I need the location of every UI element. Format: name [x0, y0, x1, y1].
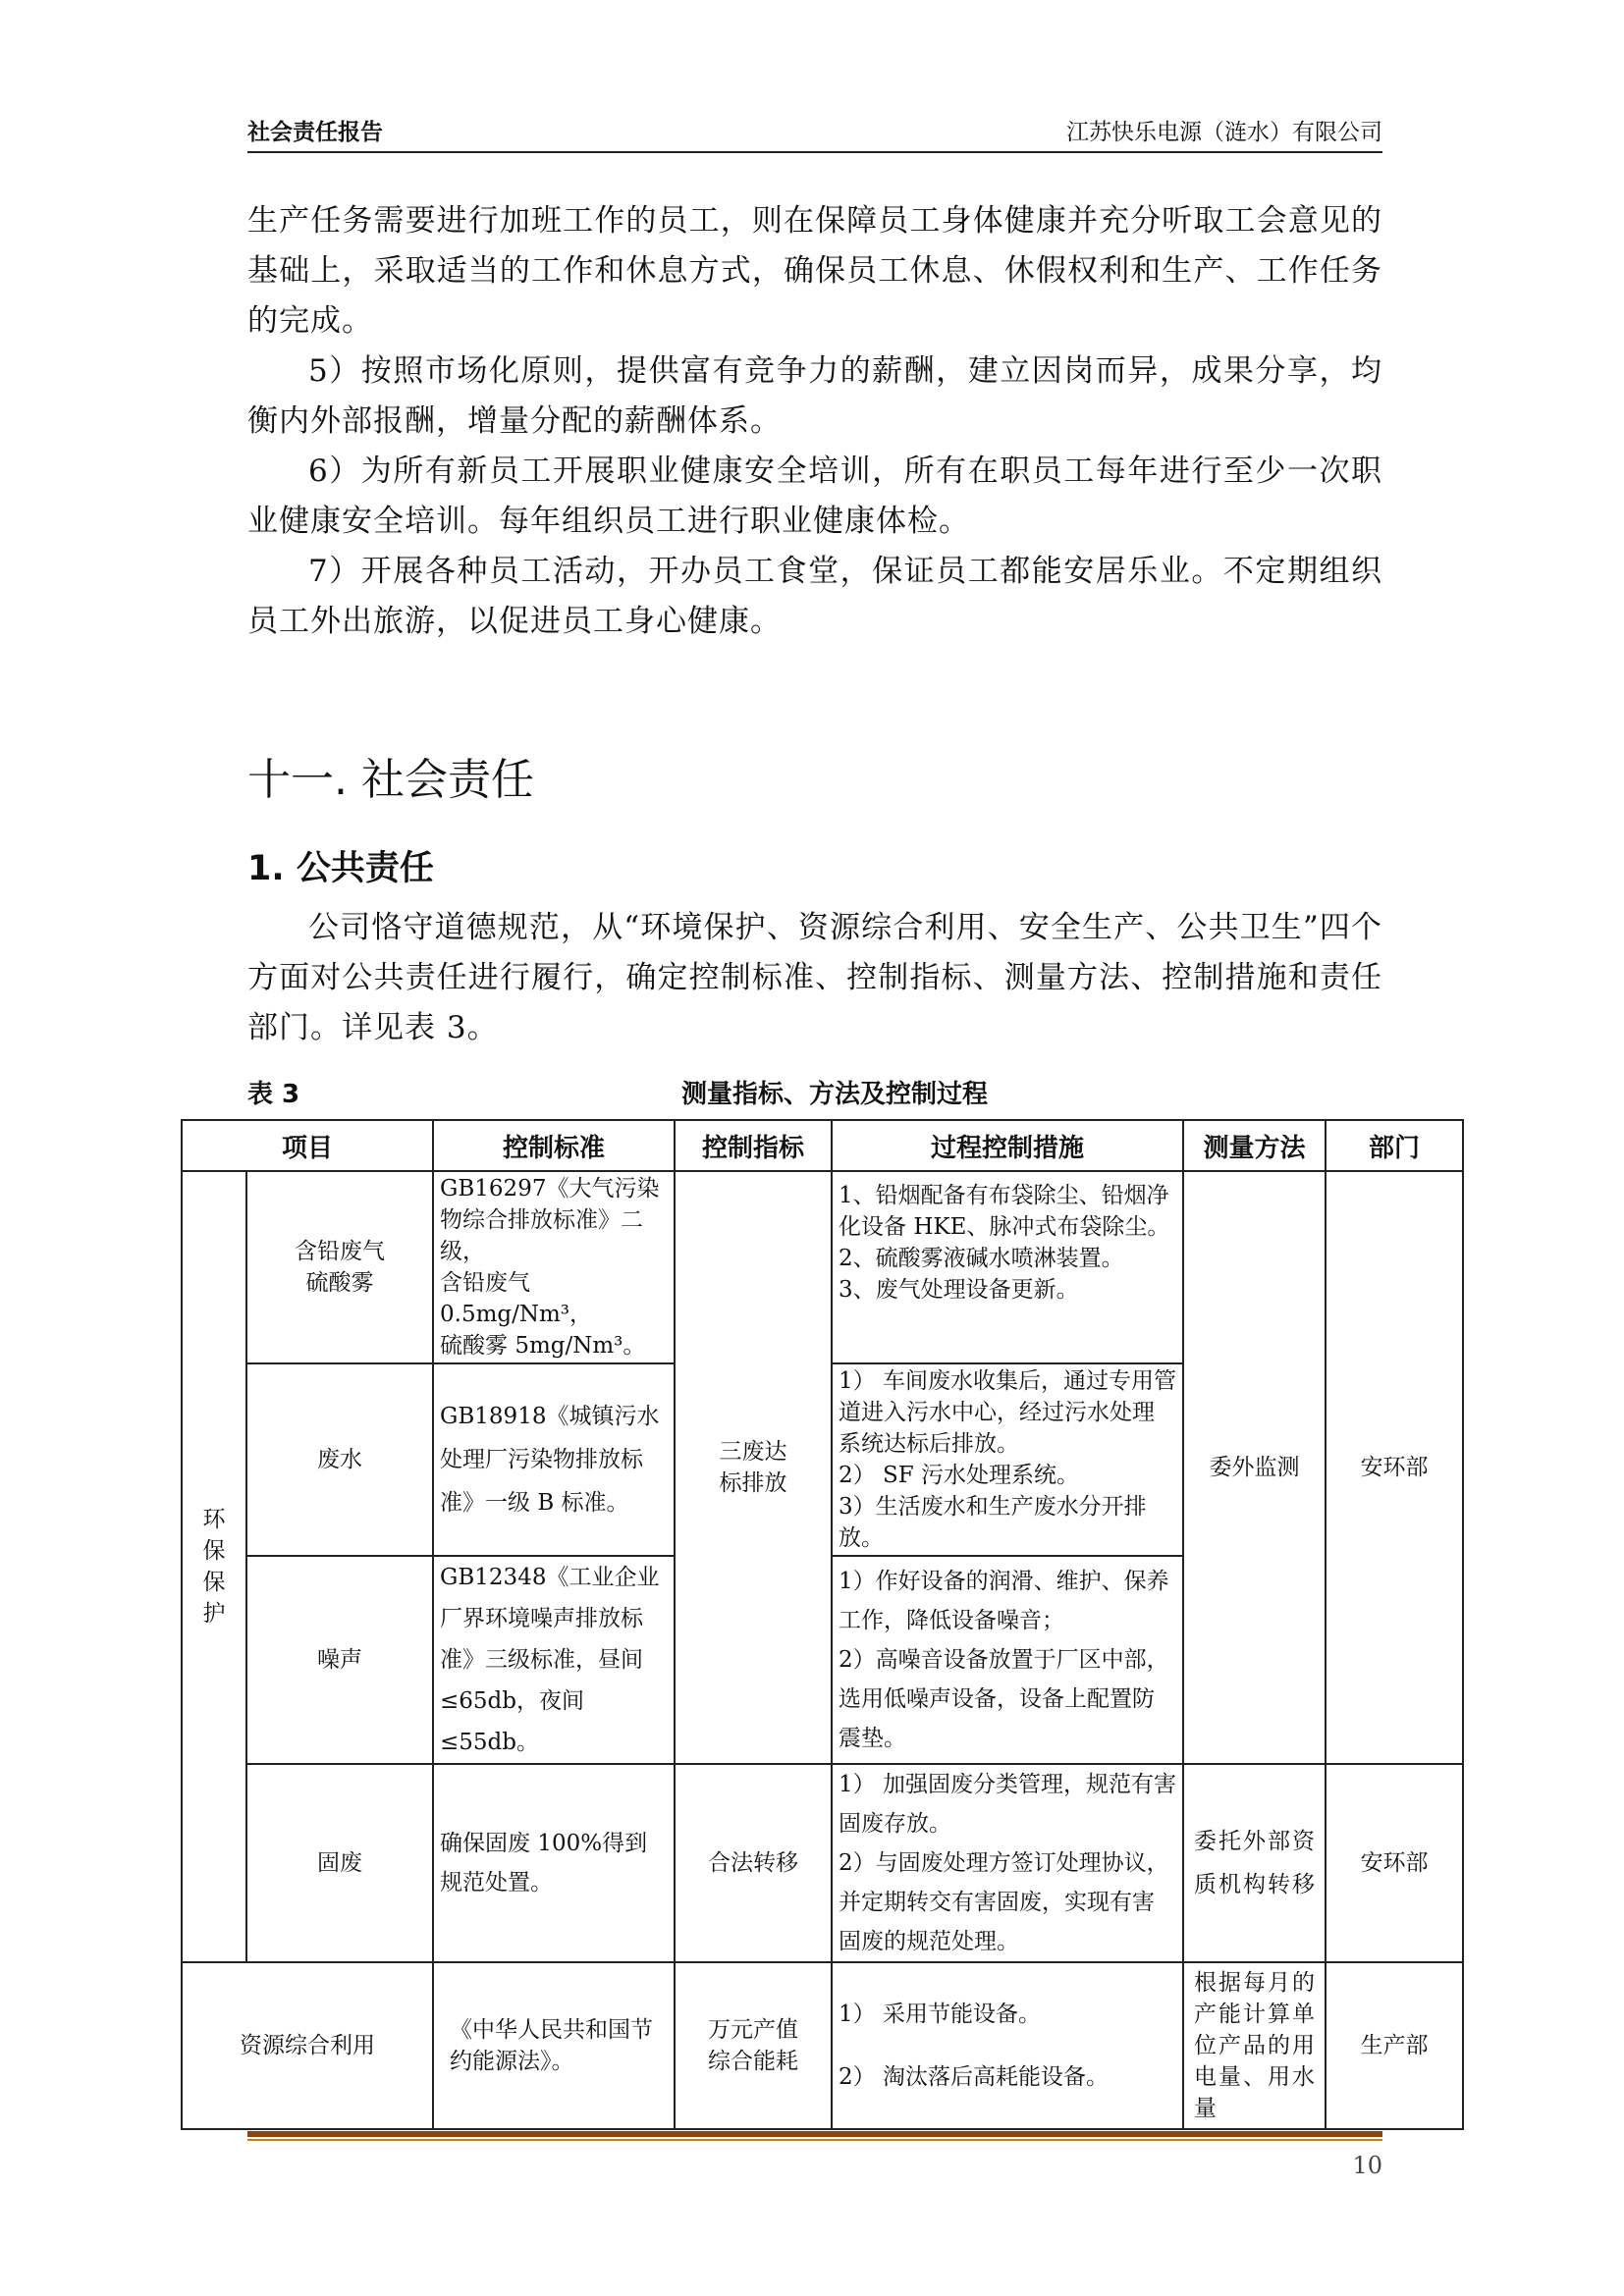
header-method: 测量方法: [1183, 1120, 1326, 1171]
standard-gas: GB16297《大气污染物综合排放标准》二级， 含铅废气 0.5mg/Nm³， 硫酸雾 5mg/Nm³。: [433, 1171, 675, 1363]
table-row: [182, 1962, 1463, 2129]
header-measures: 过程控制措施: [832, 1120, 1183, 1171]
standard-resource: 《中华人民共和国节约能源法》。: [433, 1962, 675, 2129]
header-dept: 部门: [1326, 1120, 1463, 1171]
paragraph: 5）按照市场化原则，提供富有竞争力的薪酬，建立因岗而异，成果分享，均衡内外部报酬，增量分配的薪酬体系。: [247, 353, 1382, 439]
table-header-row: [182, 1120, 1463, 1171]
dept-resource: 生产部: [1326, 1962, 1463, 2129]
shared-indicator: 三废达标排放: [719, 1439, 787, 1496]
header-indicator: 控制指标: [675, 1120, 832, 1171]
table-row: [182, 1764, 1463, 1962]
item-solid: 固废: [246, 1764, 433, 1962]
env-group-cell: [182, 1171, 246, 1962]
section-intro: [247, 903, 1382, 1053]
table-label: 表 3: [247, 1080, 300, 1109]
measures-noise: 1）作好设备的润滑、维护、保养工作，降低设备噪音； 2）高噪音设备放置于厂区中部，选用低噪声设备，设备上配置防震垫。: [832, 1556, 1183, 1764]
header-company: 江苏快乐电源（涟水）有限公司: [1066, 120, 1382, 145]
body-paragraphs: [247, 196, 1382, 647]
item-water: 废水: [246, 1363, 433, 1556]
item-resource: 资源综合利用: [182, 1962, 433, 2129]
shared-indicator-cell: [675, 1171, 832, 1764]
paragraph: 7）开展各种员工活动，开办员工食堂，保证员工都能安居乐业。不定期组织员工外出旅游，以促进员工身心健康。: [247, 554, 1382, 639]
method-solid: 委托外部资质机构转移: [1183, 1764, 1326, 1962]
header-title: 社会责任报告: [247, 120, 383, 145]
subsection-title: 1. 公共责任: [247, 849, 434, 888]
paragraph: 6）为所有新员工开展职业健康安全培训，所有在职员工每年进行至少一次职业健康安全培训。每年组织员工进行职业健康体检。: [247, 454, 1382, 539]
table-row: [182, 1171, 1463, 1363]
item-gas: 含铅废气 硫酸雾: [246, 1171, 433, 1363]
measurement-table: [181, 1119, 1464, 2130]
table-title: 测量指标、方法及控制过程: [680, 1080, 988, 1109]
footer-rule: [247, 2131, 1382, 2137]
shared-dept: 安环部: [1326, 1171, 1463, 1764]
page-number: 10: [1352, 2152, 1382, 2179]
header-rule: [247, 151, 1382, 153]
item-noise: 噪声: [246, 1556, 433, 1764]
measures-gas: 1、铅烟配备有布袋除尘、铅烟净化设备 HKE、脉冲式布袋除尘。 2、硫酸雾液碱水喷淋装置。 3、废气处理设备更新。: [832, 1171, 1183, 1363]
indicator-resource: [675, 1962, 832, 2129]
standard-water: GB18918《城镇污水处理厂污染物排放标准》一级 B 标准。: [433, 1363, 675, 1556]
env-group-label: 环保保护: [202, 1507, 226, 1627]
method-resource: 根据每月的产能计算单位产品的用电量、用水量: [1183, 1962, 1326, 2129]
indicator-solid: 合法转移: [675, 1764, 832, 1962]
standard-noise: GB12348《工业企业厂界环境噪声排放标准》三级标准，昼间≤65db，夜间≤55db。: [433, 1556, 675, 1764]
paragraph: 公司恪守道德规范，从“环境保护、资源综合利用、安全生产、公共卫生”四个方面对公共责任进行履行，确定控制标准、控制指标、测量方法、控制措施和责任部门。详见表 3。: [247, 910, 1382, 1045]
section-title: 十一. 社会责任: [247, 755, 534, 805]
standard-solid: 确保固废 100%得到规范处置。: [433, 1764, 675, 1962]
measures-resource: 1） 采用节能设备。 2） 淘汰落后高耗能设备。: [832, 1962, 1183, 2129]
header-item: 项目: [182, 1120, 433, 1171]
footer-rule-thin: [247, 2139, 1382, 2141]
measures-solid: 1） 加强固废分类管理，规范有害固废存放。 2）与固废处理方签订处理协议，并定期转交有害固废，实现有害固废的规范处理。: [832, 1764, 1183, 1962]
dept-solid: 安环部: [1326, 1764, 1463, 1962]
header-standard: 控制标准: [433, 1120, 675, 1171]
paragraph: 生产任务需要进行加班工作的员工，则在保障员工身体健康并充分听取工会意见的基础上，采取适当的工作和休息方式，确保员工休息、休假权利和生产、工作任务的完成。: [247, 203, 1382, 339]
shared-method: 委外监测: [1183, 1171, 1326, 1764]
measures-water: 1） 车间废水收集后，通过专用管道进入污水中心，经过污水处理系统达标后排放。 2） SF 污水处理系统。 3）生活废水和生产废水分开排放。: [832, 1363, 1183, 1556]
indicator-resource-text: 万元产值综合能耗: [708, 2017, 799, 2074]
